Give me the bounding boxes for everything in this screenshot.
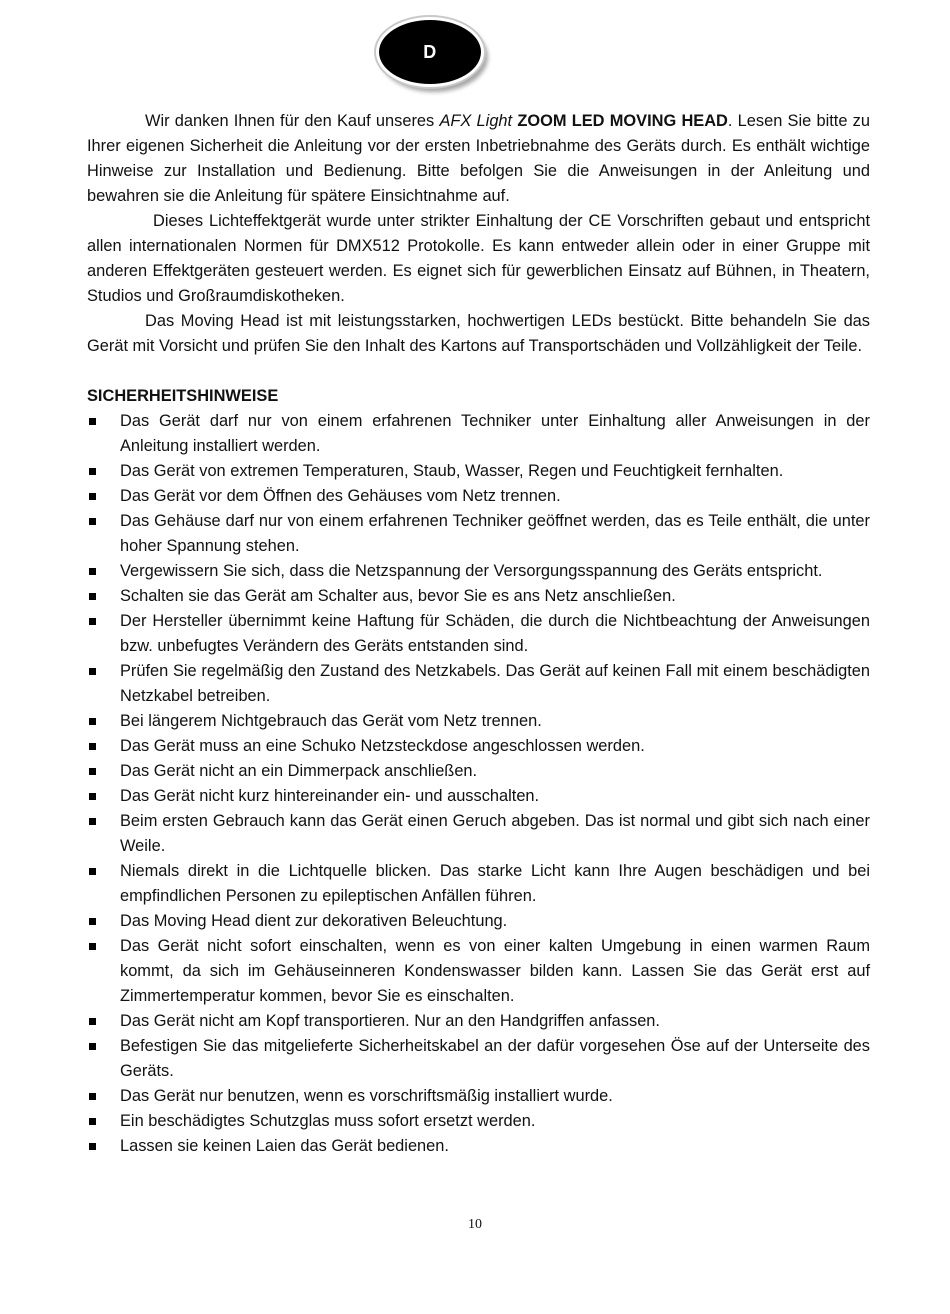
safety-item-text: Das Gerät nicht sofort einschalten, wenn es von einer kalten Umgebung in einen warmen Raum kommt, da sich im Gehäuseinneren Kondenswasser bilden kann. Lassen Sie das Gerät erst auf Zimmertemperatur kommen, bevor Sie es einschalten. [120,937,870,1005]
safety-item-text: Prüfen Sie regelmäßig den Zustand des Netzkabels. Das Gerät auf keinen Fall mit einem beschädigten Netzkabel betreiben. [120,662,870,705]
safety-item [87,1134,870,1159]
square-bullet-icon [89,718,96,725]
square-bullet-icon [89,768,96,775]
square-bullet-icon [89,1118,96,1125]
product-name: ZOOM LED MOVING HEAD [517,112,728,130]
square-bullet-icon [89,1093,96,1100]
safety-item-text: Vergewissern Sie sich, dass die Netzspannung der Versorgungsspannung des Geräts entspricht. [120,562,823,580]
safety-item-text: Das Gerät vor dem Öffnen des Gehäuses vom Netz trennen. [120,487,561,505]
safety-item-text: Beim ersten Gebrauch kann das Gerät einen Geruch abgeben. Das ist normal und gibt sich nach einer Weile. [120,812,870,855]
safety-item-text: Das Gerät nicht an ein Dimmerpack anschließen. [120,762,478,780]
square-bullet-icon [89,468,96,475]
safety-item-text: Ein beschädigtes Schutzglas muss sofort ersetzt werden. [120,1112,536,1130]
safety-item [87,934,870,1009]
safety-item [87,459,870,484]
safety-item [87,509,870,559]
safety-item [87,1109,870,1134]
safety-item [87,709,870,734]
safety-item [87,734,870,759]
square-bullet-icon [89,593,96,600]
language-badge-label: D [423,41,437,62]
safety-item [87,784,870,809]
safety-item-text: Niemals direkt in die Lichtquelle blicken. Das starke Licht kann Ihre Augen beschädigen und bei empfindlichen Personen zu epileptischen Anfällen führen. [120,862,870,905]
safety-item [87,859,870,909]
brand-name: AFX Light [439,112,513,130]
square-bullet-icon [89,493,96,500]
square-bullet-icon [89,668,96,675]
square-bullet-icon [89,618,96,625]
safety-item-text: Schalten sie das Gerät am Schalter aus, bevor Sie es ans Netz anschließen. [120,587,676,605]
safety-list [87,409,870,1159]
safety-item-text: Der Hersteller übernimmt keine Haftung für Schäden, die durch die Nichtbeachtung der Anweisungen bzw. unbefugtes Verändern des Geräts entstanden sind. [120,612,870,655]
safety-item-text: Das Gerät nicht kurz hintereinander ein- und ausschalten. [120,787,540,805]
safety-item-text: Befestigen Sie das mitgelieferte Sicherheitskabel an der dafür vorgesehen Öse auf der Unterseite des Geräts. [120,1037,870,1080]
safety-item [87,759,870,784]
square-bullet-icon [89,818,96,825]
square-bullet-icon [89,1043,96,1050]
safety-item [87,1009,870,1034]
square-bullet-icon [89,418,96,425]
square-bullet-icon [89,793,96,800]
intro-p1-pre: Wir danken Ihnen für den Kauf unseres [145,112,440,130]
safety-heading: SICHERHEITSHINWEISE [87,387,279,405]
safety-item-text: Lassen sie keinen Laien das Gerät bedienen. [120,1137,449,1155]
safety-item-text: Bei längerem Nichtgebrauch das Gerät vom Netz trennen. [120,712,542,730]
square-bullet-icon [89,943,96,950]
safety-item-text: Das Gerät nur benutzen, wenn es vorschriftsmäßig installiert wurde. [120,1087,613,1105]
safety-item-text: Das Gehäuse darf nur von einem erfahrenen Techniker geöffnet werden, das es Teile enthält, die unter hoher Spannung stehen. [120,512,870,555]
safety-item [87,1034,870,1084]
safety-item-text: Das Moving Head dient zur dekorativen Beleuchtung. [120,912,508,930]
safety-item-text: Das Gerät nicht am Kopf transportieren. Nur an den Handgriffen anfassen. [120,1012,660,1030]
square-bullet-icon [89,518,96,525]
page-number: 10 [468,1217,482,1232]
intro-p1-post: . Lesen Sie bitte zu Ihrer eigenen Sicherheit die Anleitung vor der ersten Inbetriebnahme des Geräts durch. Es enthält wichtige Hinweise zur Installation und Bedienung. Bitte befolgen Sie die Anweisungen in der Anleitung und bewahren sie die Anleitung für spätere Einsichtnahme auf. [87,112,870,205]
safety-item [87,809,870,859]
safety-item-text: Das Gerät von extremen Temperaturen, Staub, Wasser, Regen und Feuchtigkeit fernhalten. [120,462,784,480]
safety-item [87,1084,870,1109]
intro-paragraph-1 [87,109,870,209]
square-bullet-icon [89,918,96,925]
language-badge [376,17,484,87]
intro-paragraph-3: Das Moving Head ist mit leistungsstarken, hochwertigen LEDs bestückt. Bitte behandeln Sie das Gerät mit Vorsicht und prüfen Sie den Inhalt des Kartons auf Transportschäden und Vollzähligkeit der Teile. [87,312,870,355]
square-bullet-icon [89,1143,96,1150]
square-bullet-icon [89,1018,96,1025]
square-bullet-icon [89,868,96,875]
safety-item [87,584,870,609]
safety-item [87,909,870,934]
square-bullet-icon [89,743,96,750]
square-bullet-icon [89,568,96,575]
intro-paragraph-2: Dieses Lichteffektgerät wurde unter strikter Einhaltung der CE Vorschriften gebaut und entspricht allen internationalen Normen für DMX512 Protokolle. Es kann entweder allein oder in einer Gruppe mit anderen Effektgeräten gesteuert werden. Es eignet sich für gewerblichen Einsatz auf Bühnen, in Theatern, Studios und Großraumdiskotheken. [87,212,870,305]
safety-item [87,559,870,584]
safety-item [87,609,870,659]
safety-item [87,409,870,459]
safety-item [87,484,870,509]
safety-item-text: Das Gerät darf nur von einem erfahrenen Techniker unter Einhaltung aller Anweisungen in der Anleitung installiert werden. [120,412,870,455]
manual-content [87,109,870,1159]
safety-item-text: Das Gerät muss an eine Schuko Netzsteckdose angeschlossen werden. [120,737,645,755]
safety-item [87,659,870,709]
